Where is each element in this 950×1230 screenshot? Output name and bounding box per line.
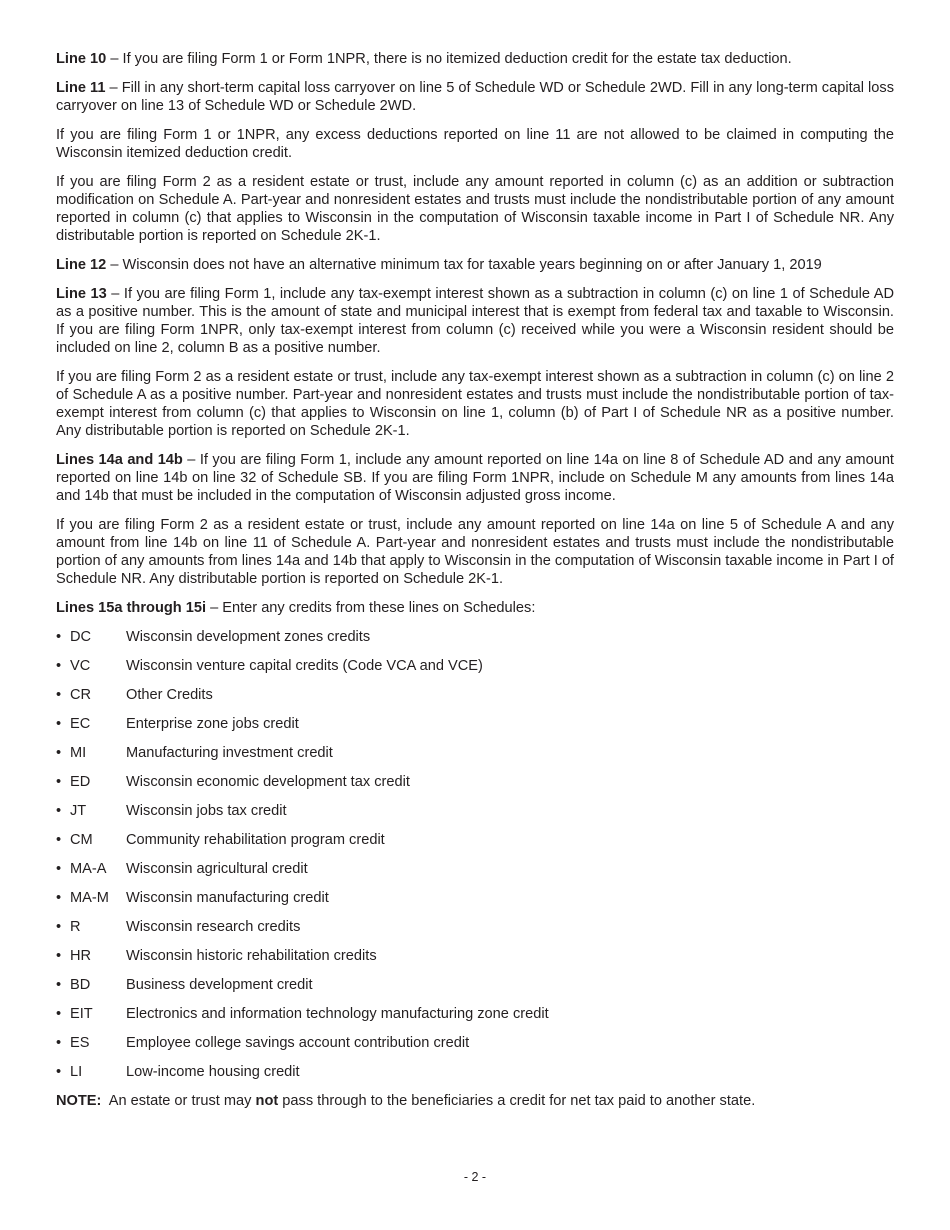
bullet-icon: • [56,1035,62,1051]
instruction-paragraph [56,173,894,245]
instruction-paragraph [56,126,894,162]
schedule-code: CM [70,832,93,848]
list-item [56,918,894,936]
schedule-code: EC [70,716,91,732]
credit-description: Electronics and information technology manufacturing zone credit [126,1006,549,1022]
credit-description: Wisconsin development zones credits [126,629,371,645]
instruction-paragraph [56,285,894,357]
credit-description: Wisconsin agricultural credit [126,861,308,877]
instruction-paragraph [56,516,894,588]
line-reference: Lines 15a through 15i [56,600,207,616]
bullet-icon: • [56,861,62,877]
schedule-code: ES [70,1035,90,1051]
list-item [56,628,894,646]
line-reference: Line 11 [56,80,106,96]
instruction-paragraph [56,256,894,274]
credit-description: Wisconsin research credits [126,919,301,935]
schedule-code: ED [70,774,91,790]
schedule-code: LI [70,1064,83,1080]
credit-description: Employee college savings account contribution credit [126,1035,470,1051]
line-reference: Lines 14a and 14b [56,452,183,468]
schedule-code: HR [70,948,92,964]
credit-description: Wisconsin jobs tax credit [126,803,287,819]
schedule-code: BD [70,977,91,993]
line-reference: Line 12 [56,257,107,273]
credit-description: Other Credits [126,687,213,703]
note-text-after: pass through to the beneficiaries a credit for net tax paid to another state. [278,1093,756,1109]
line-reference: Line 13 [56,286,107,302]
list-item [56,1063,894,1081]
bullet-icon: • [56,803,62,819]
list-item [56,715,894,733]
instruction-paragraph [56,368,894,440]
bullet-icon: • [56,774,62,790]
note-label: NOTE: [56,1093,102,1109]
instruction-paragraph [56,79,894,115]
schedule-code: EIT [70,1006,93,1022]
paragraph-text: – If you are filing Form 1, include any tax-exempt interest shown as a subtraction in column (c) on line 1 of Schedule AD as a positive number. This is the amount of state and municipal interest that is exempt from federal tax and taxable to Wisconsin. If you are filing Form 1NPR, only tax-exempt interest from column (c) received while you were a Wisconsin resident should be included on line 2, column B as a positive number. [56,286,894,356]
list-item [56,773,894,791]
paragraph-text: If you are filing Form 1 or 1NPR, any excess deductions reported on line 11 are not allowed to be claimed in computing the Wisconsin itemized deduction credit. [56,127,894,161]
paragraph-text: If you are filing Form 2 as a resident estate or trust, include any amount reported on line 14a on line 5 of Schedule A and any amount from line 14b on line 11 of Schedule A. Part-year and nonresident estates and trusts must include the nondistributable portion of any amounts from lines 14a and 14b that apply to Wisconsin in the computation of Wisconsin taxable income in Part I of Schedule NR. Any distributable portion is reported on Schedule 2K-1. [56,517,894,587]
credit-description: Wisconsin economic development tax credit [126,774,410,790]
list-item [56,831,894,849]
schedule-code: JT [70,803,87,819]
schedule-code: VC [70,658,91,674]
paragraph-text: If you are filing Form 2 as a resident estate or trust, include any amount reported in column (c) as an addition or subtraction modification on Schedule A. Part-year and nonresident estates and trusts must include the nondistributable portion of any amount reported in column (c) that applies to Wisconsin in the computation of Wisconsin taxable income in Part I of Schedule NR. Any distributable portion is reported on Schedule 2K-1. [56,174,894,244]
list-item [56,860,894,878]
paragraph-text: If you are filing Form 2 as a resident estate or trust, include any tax-exempt interest shown as a subtraction in column (c) on line 2 of Schedule A as a positive number. Part-year and nonresident estates and trusts must include the nondistributable portion of tax-exempt interest from column (c) that applies to Wisconsin on line 1, column (b) of Part I of Schedule NR as a positive number. Any distributable portion is reported on Schedule 2K-1. [56,369,894,439]
instruction-paragraph [56,50,894,68]
bullet-icon: • [56,1006,62,1022]
schedule-code: MA-A [70,861,107,877]
instruction-paragraph [56,599,894,617]
line-reference: Line 10 [56,51,107,67]
document-page [56,50,894,1121]
list-item [56,744,894,762]
paragraph-text: – If you are filing Form 1 or Form 1NPR, there is no itemized deduction credit for the estate tax deduction. [106,51,792,67]
bullet-icon: • [56,629,62,645]
schedule-code: MA-M [70,890,109,906]
bullet-icon: • [56,658,62,674]
paragraph-text: – Wisconsin does not have an alternative minimum tax for taxable years beginning on or after January 1, 2019 [106,257,822,273]
list-item [56,947,894,965]
credit-description: Low-income housing credit [126,1064,300,1080]
list-item [56,802,894,820]
list-item [56,1005,894,1023]
credit-description: Business development credit [126,977,313,993]
credit-description: Manufacturing investment credit [126,745,333,761]
bullet-icon: • [56,745,62,761]
bullet-icon: • [56,919,62,935]
list-item [56,1034,894,1052]
note-paragraph [56,1092,894,1110]
list-item [56,889,894,907]
schedule-code: MI [70,745,87,761]
bullet-icon: • [56,716,62,732]
note-emphasis: not [255,1093,279,1109]
credit-description: Wisconsin venture capital credits (Code VCA and VCE) [126,658,483,674]
bullet-icon: • [56,977,62,993]
paragraph-text: – If you are filing Form 1, include any amount reported on line 14a on line 8 of Schedule AD and any amount reported on line 14b on line 32 of Schedule SB. If you are filing Form 1NPR, include on Schedule M any amounts from lines 14a and 14b that must be included in the computation of Wisconsin adjusted gross income. [56,452,894,504]
credit-description: Wisconsin historic rehabilitation credits [126,948,377,964]
instruction-paragraph [56,451,894,505]
schedule-code: CR [70,687,92,703]
page-number: - 2 - [463,1170,487,1184]
list-item [56,686,894,704]
bullet-icon: • [56,1064,62,1080]
credit-description: Wisconsin manufacturing credit [126,890,329,906]
note-text-before: An estate or trust may [101,1093,256,1109]
instructions-body [56,50,894,617]
bullet-icon: • [56,687,62,703]
list-item [56,976,894,994]
credit-description: Community rehabilitation program credit [126,832,385,848]
bullet-icon: • [56,832,62,848]
bullet-icon: • [56,948,62,964]
schedule-code: DC [70,629,92,645]
credit-schedule-list [56,628,894,1081]
bullet-icon: • [56,890,62,906]
paragraph-text: – Enter any credits from these lines on Schedules: [206,600,536,616]
schedule-code: R [70,919,81,935]
list-item [56,657,894,675]
paragraph-text: – Fill in any short-term capital loss carryover on line 5 of Schedule WD or Schedule 2WD. Fill in any long-term capital loss carryover on line 13 of Schedule WD or Schedule 2WD. [56,80,894,114]
credit-description: Enterprise zone jobs credit [126,716,299,732]
